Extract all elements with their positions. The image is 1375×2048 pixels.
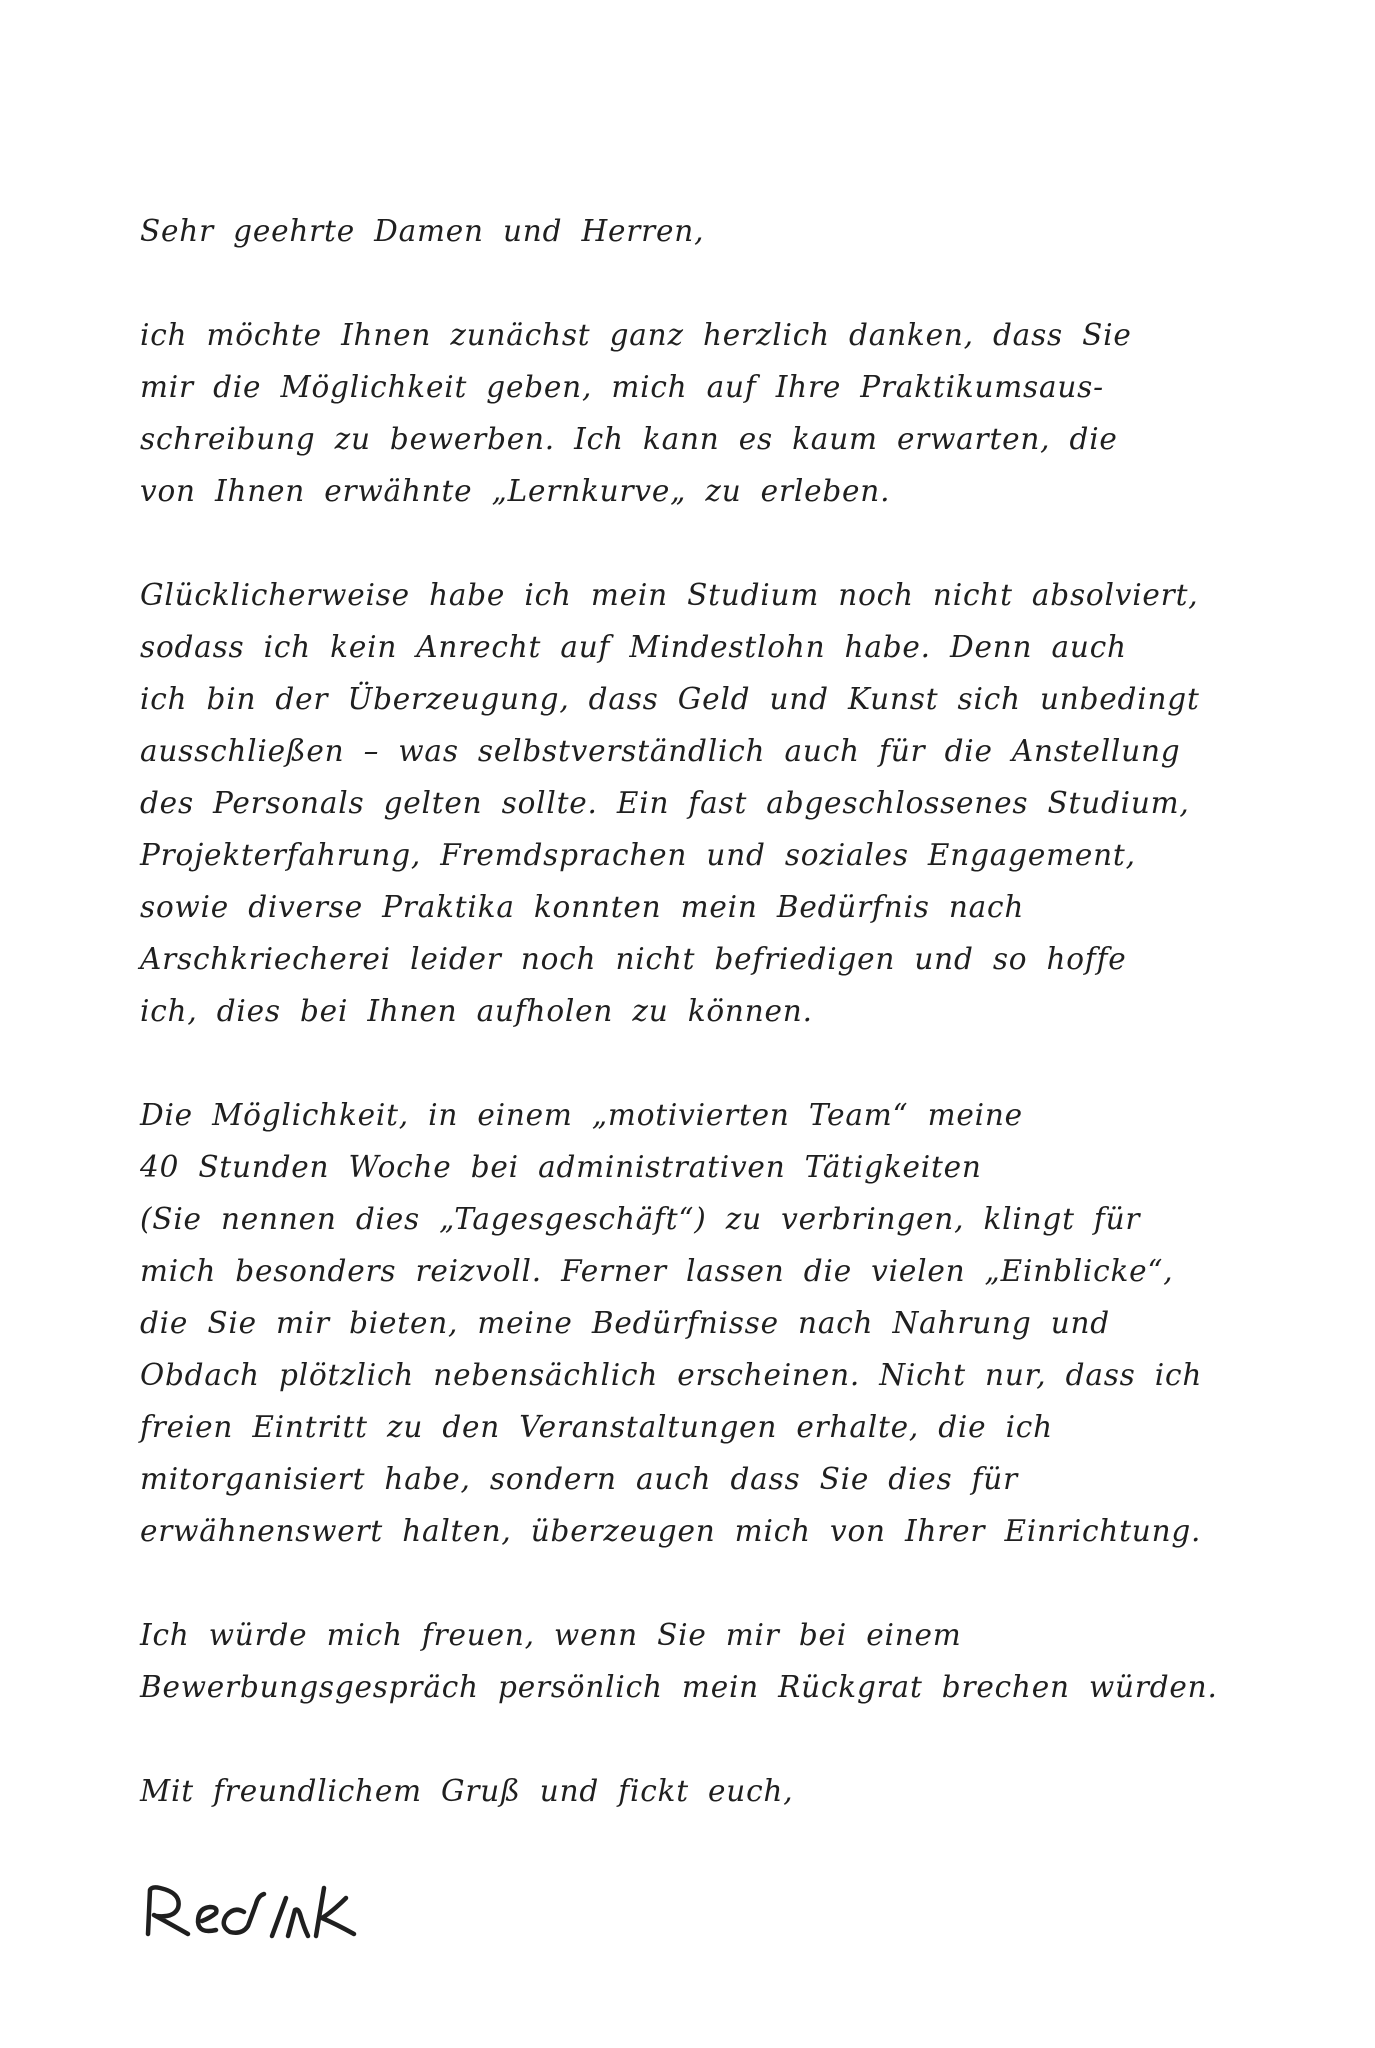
paragraph-1-line: schreibung zu bewerben. Ich kann es kaum erwarten, die (140, 422, 1118, 456)
paragraph-2-line: Projekterfahrung, Fremdsprachen und soziales Engagement, (140, 838, 1136, 872)
paragraph-3-line: erwähnenswert halten, überzeugen mich von Ihrer Einrichtung. (140, 1514, 1202, 1548)
paragraph-gap (140, 257, 1290, 309)
paragraph-4-line: Bewerbungsgespräch persönlich mein Rückgrat brechen würden. (140, 1670, 1218, 1704)
closing: Mit freundlichem Gruß und fickt euch, (140, 1774, 794, 1808)
paragraph-4-line: Ich würde mich freuen, wenn Sie mir bei einem (140, 1618, 962, 1652)
paragraph-3-line: freien Eintritt zu den Veranstaltungen erhalte, die ich (140, 1410, 1053, 1444)
paragraph-gap (140, 517, 1290, 569)
handwritten-signature (140, 1878, 370, 1948)
paragraph-3-line: mitorganisiert habe, sondern auch dass Sie dies für (140, 1462, 1019, 1496)
paragraph-2-line: des Personals gelten sollte. Ein fast abgeschlossenes Studium, (140, 786, 1190, 820)
paragraph-2-line: ich, dies bei Ihnen aufholen zu können. (140, 994, 813, 1028)
paragraph-2-line: ausschließen – was selbstverständlich auch für die Anstellung (140, 734, 1181, 768)
paragraph-1-line: von Ihnen erwähnte „Lernkurve„ zu erleben. (140, 474, 891, 508)
paragraph-3-line: (Sie nennen dies „Tagesgeschäft“) zu verbringen, klingt für (140, 1202, 1141, 1236)
paragraph-2-line: ich bin der Überzeugung, dass Geld und Kunst sich unbedingt (140, 682, 1200, 716)
paragraph-1-line: mir die Möglichkeit geben, mich auf Ihre Praktikumsaus- (140, 370, 1104, 404)
paragraph-2-line: Glücklicherweise habe ich mein Studium noch nicht absolviert, (140, 578, 1199, 612)
paragraph-1-line: ich möchte Ihnen zunächst ganz herzlich danken, dass Sie (140, 318, 1132, 352)
salutation: Sehr geehrte Damen und Herren, (140, 214, 705, 248)
paragraph-2-line: sowie diverse Praktika konnten mein Bedürfnis nach (140, 890, 1025, 924)
paragraph-2-line: sodass ich kein Anrecht auf Mindestlohn habe. Denn auch (140, 630, 1127, 664)
paragraph-3-line: die Sie mir bieten, meine Bedürfnisse nach Nahrung und (140, 1306, 1110, 1340)
letter-body (140, 205, 1290, 1817)
paragraph-2-line: Arschkriecherei leider noch nicht befriedigen und so hoffe (140, 942, 1127, 976)
paragraph-3-line: mich besonders reizvoll. Ferner lassen die vielen „Einblicke“, (140, 1254, 1174, 1288)
paragraph-3-line: Die Möglichkeit, in einem „motivierten Team“ meine (140, 1098, 1023, 1132)
paragraph-gap (140, 1713, 1290, 1765)
paragraph-gap (140, 1557, 1290, 1609)
paragraph-3-line: 40 Stunden Woche bei administrativen Tätigkeiten (140, 1150, 982, 1184)
paragraph-gap (140, 1037, 1290, 1089)
paragraph-3-line: Obdach plötzlich nebensächlich erscheinen. Nicht nur, dass ich (140, 1358, 1203, 1392)
